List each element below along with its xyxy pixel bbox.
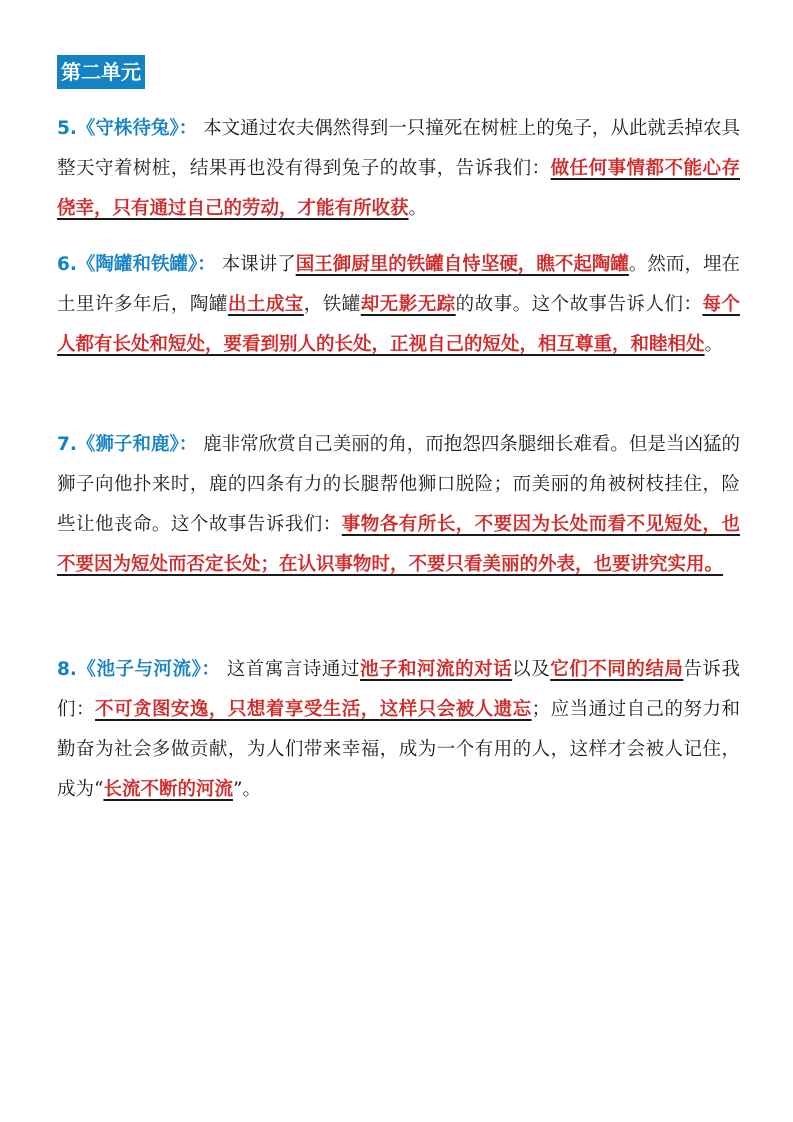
entry-5-shouzhu — [57, 109, 740, 229]
body-text: 告诉我们： — [57, 659, 740, 720]
section-title: 第二单元 — [57, 55, 145, 89]
entry-8-chizi — [57, 650, 740, 810]
key-point: 长流不断的河流 — [103, 779, 233, 800]
entry-6-taoguan — [57, 245, 740, 365]
body-text: ”。 — [232, 779, 261, 800]
key-point: 它们不同的结局 — [550, 659, 684, 680]
body-text: 鹿非常欣赏自己美丽的角，而抱怨四条腿细长难看。但是当凶猛的狮子向他扑来时，鹿的四条有力的长腿帮他狮口脱险；而美丽的角被树枝挂住，险些让他丧命。这个故事告诉我们： — [57, 434, 740, 535]
key-point: 做任何事情都不能心存侥幸，只有通过自己的劳动，才能有所收获 — [57, 158, 740, 219]
body-text: 这首寓言诗通过 — [226, 659, 360, 680]
body-text: 的故事。这个故事告诉人们： — [455, 294, 703, 315]
body-text: 。 — [408, 198, 428, 219]
key-point: 不可贪图安逸，只想着享受生活，这样只会被人遗忘 — [94, 699, 532, 720]
entry-title: 8.《池子与河流》： — [57, 659, 221, 680]
key-point: 事物各有所长，不要因为长处而看不见短处，也不要因为短处而否定长处；在认识事物时，不要只看美丽的外表，也要讲究实用。 — [57, 514, 740, 575]
key-point: 却无影无踪 — [360, 294, 456, 315]
key-point: 出土成宝 — [227, 294, 304, 315]
body-text: 本课讲了 — [221, 254, 296, 275]
body-text: ；应当通过自己的努力和勤奋为社会多做贡献，为人们带来幸福，成为一个有用的人，这样才会被人记住，成为“ — [57, 699, 740, 800]
key-point: 池子和河流的对话 — [359, 659, 513, 680]
body-text: 本文通过农夫偶然得到一只撞死在树桩上的兔子，从此就丢掉农具整天守着树桩，结果再也没有得到兔子的故事，告诉我们： — [57, 118, 740, 179]
entry-7-shizi — [57, 425, 740, 585]
body-text: 以及 — [512, 659, 551, 680]
body-text: ，铁罐 — [303, 294, 361, 315]
body-text: 。然而，埋在土里许多年后，陶罐 — [57, 254, 740, 315]
entry-title: 5.《守株待兔》： — [57, 118, 198, 139]
entry-title: 7.《狮子和鹿》： — [57, 434, 198, 455]
entry-title: 6.《陶罐和铁罐》： — [57, 254, 216, 275]
key-point: 国王御厨里的铁罐自恃坚硬，瞧不起陶罐 — [295, 254, 629, 275]
body-text: 。 — [704, 334, 724, 355]
key-point: 每个人都有长处和短处，要看到别人的长处，正视自己的短处，相互尊重，和睦相处 — [57, 294, 740, 355]
